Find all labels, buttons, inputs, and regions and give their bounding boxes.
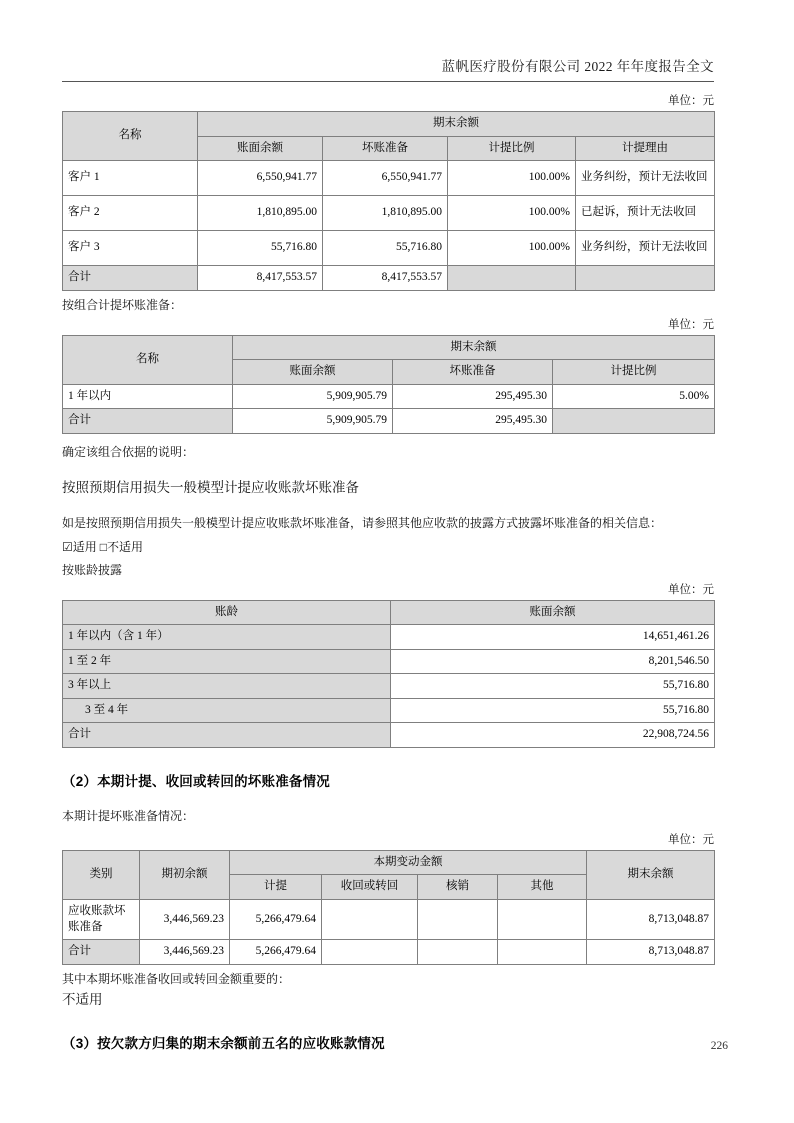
cell-aging: 3 年以上 — [63, 674, 391, 699]
table-header-row — [63, 850, 715, 875]
table-row — [63, 196, 715, 231]
cell-total-label: 合计 — [63, 409, 233, 434]
cell-total-recovered — [322, 940, 418, 965]
cell-book-balance: 55,716.80 — [198, 231, 323, 266]
table-row — [63, 698, 715, 723]
cell-reason: 业务纠纷，预计无法收回 — [576, 231, 715, 266]
cell-total-label: 合计 — [63, 266, 198, 291]
cell-total-label: 合计 — [63, 723, 391, 748]
section-3-heading: （3）按欠款方归集的期末余额前五名的应收账款情况 — [62, 1035, 385, 1051]
cell-name: 客户 3 — [63, 231, 198, 266]
cell-ratio: 100.00% — [448, 231, 576, 266]
cell-other — [498, 899, 587, 939]
cell-aging: 1 年以内（含 1 年） — [63, 625, 391, 650]
table-row — [63, 384, 715, 409]
cell-total-provision: 5,266,479.64 — [230, 940, 322, 965]
col-name: 名称 — [63, 335, 233, 384]
basis-label: 确定该组合依据的说明： — [62, 444, 195, 459]
col-end-balance: 期末余额 — [587, 850, 715, 899]
checkbox-applicable[interactable]: ☑适用 — [62, 539, 97, 554]
cell-book-balance: 1,810,895.00 — [198, 196, 323, 231]
cell-begin-balance: 3,446,569.23 — [140, 899, 230, 939]
cell-total-begin-balance: 3,446,569.23 — [140, 940, 230, 965]
col-ratio: 计提比例 — [553, 360, 715, 385]
col-category: 类别 — [63, 850, 140, 899]
report-title: 蓝帆医疗股份有限公司 2022 年年度报告全文 — [441, 59, 714, 74]
table-row — [63, 625, 715, 650]
col-other: 其他 — [498, 875, 587, 900]
table-total-row — [63, 409, 715, 434]
col-book-balance: 账面余额 — [391, 600, 715, 625]
col-recovered: 收回或转回 — [322, 875, 418, 900]
cell-end-balance: 8,713,048.87 — [587, 899, 715, 939]
cell-bad-debt: 55,716.80 — [323, 231, 448, 266]
cell-total-ratio — [448, 266, 576, 291]
cell-name: 1 年以内 — [63, 384, 233, 409]
cell-written-off — [418, 899, 498, 939]
table-row — [63, 231, 715, 266]
page-body — [62, 92, 714, 1069]
col-ratio: 计提比例 — [448, 136, 576, 161]
general-model-note: 如是按照预期信用损失一般模型计提应收账款坏账准备，请参照其他应收款的披露方式披露坏账准备的相关信息： — [62, 515, 663, 530]
unit-note-group: 单位：元 — [668, 318, 714, 331]
cell-recovered — [322, 899, 418, 939]
col-reason: 计提理由 — [576, 136, 715, 161]
unit-note-section2: 单位：元 — [668, 833, 714, 846]
cell-category: 应收账款坏账准备 — [63, 899, 140, 939]
col-bad-debt: 坏账准备 — [393, 360, 553, 385]
cell-total-written-off — [418, 940, 498, 965]
section-2-intro: 本期计提坏账准备情况： — [62, 808, 195, 823]
table-group-provision — [62, 335, 715, 434]
col-group-end-balance: 期末余额 — [233, 335, 715, 360]
col-provision: 计提 — [230, 875, 322, 900]
table-row — [63, 899, 715, 939]
table-aging — [62, 600, 715, 748]
cell-total-bad-debt: 295,495.30 — [393, 409, 553, 434]
col-written-off: 核销 — [418, 875, 498, 900]
cell-bad-debt: 295,495.30 — [393, 384, 553, 409]
cell-total-book-balance: 22,908,724.56 — [391, 723, 715, 748]
cell-book-balance: 8,201,546.50 — [391, 649, 715, 674]
table-total-row — [63, 940, 715, 965]
cell-ratio: 5.00% — [553, 384, 715, 409]
table-individual-provision — [62, 111, 715, 291]
table-total-row — [63, 266, 715, 291]
table-total-row — [63, 723, 715, 748]
cell-total-book-balance: 5,909,905.79 — [233, 409, 393, 434]
page-header — [62, 55, 714, 82]
section-2-note-value: 不适用 — [62, 991, 103, 1007]
cell-total-book-balance: 8,417,553.57 — [198, 266, 323, 291]
section-2-note-label: 其中本期坏账准备收回或转回金额重要的： — [62, 971, 291, 986]
table-header-row — [63, 335, 715, 360]
header-rule — [62, 81, 714, 82]
table-row — [63, 674, 715, 699]
cell-book-balance: 5,909,905.79 — [233, 384, 393, 409]
basis-lead-text: 按照预期信用损失一般模型计提应收账款坏账准备 — [62, 479, 359, 495]
cell-total-end-balance: 8,713,048.87 — [587, 940, 715, 965]
col-group-change-amount: 本期变动金额 — [230, 850, 587, 875]
table-provision-movement — [62, 850, 715, 965]
col-bad-debt: 坏账准备 — [323, 136, 448, 161]
col-name: 名称 — [63, 112, 198, 161]
cell-book-balance: 14,651,461.26 — [391, 625, 715, 650]
cell-total-reason — [576, 266, 715, 291]
group-provision-intro: 按组合计提坏账准备： — [62, 297, 183, 312]
section-2-heading: （2）本期计提、收回或转回的坏账准备情况 — [62, 773, 331, 789]
cell-name: 客户 2 — [63, 196, 198, 231]
table-header-row — [63, 600, 715, 625]
col-aging: 账龄 — [63, 600, 391, 625]
applicability-row — [62, 538, 714, 556]
cell-name: 客户 1 — [63, 161, 198, 196]
page-number: 226 — [710, 1040, 728, 1052]
cell-provision: 5,266,479.64 — [230, 899, 322, 939]
cell-total-ratio — [553, 409, 715, 434]
cell-book-balance: 6,550,941.77 — [198, 161, 323, 196]
cell-bad-debt: 1,810,895.00 — [323, 196, 448, 231]
cell-aging: 3 至 4 年 — [63, 698, 391, 723]
table-row — [63, 649, 715, 674]
unit-note-aging: 单位：元 — [668, 583, 714, 596]
aging-disclosure-label: 按账龄披露 — [62, 562, 123, 577]
cell-reason: 已起诉，预计无法收回 — [576, 196, 715, 231]
cell-ratio: 100.00% — [448, 196, 576, 231]
unit-note-individual: 单位：元 — [668, 95, 714, 107]
cell-reason: 业务纠纷，预计无法收回 — [576, 161, 715, 196]
col-group-end-balance: 期末余额 — [198, 112, 715, 137]
cell-bad-debt: 6,550,941.77 — [323, 161, 448, 196]
cell-book-balance: 55,716.80 — [391, 674, 715, 699]
col-begin-balance: 期初余额 — [140, 850, 230, 899]
table-row — [63, 161, 715, 196]
checkbox-not-applicable[interactable]: □不适用 — [99, 539, 144, 554]
table-header-row — [63, 112, 715, 137]
col-book-balance: 账面余额 — [198, 136, 323, 161]
col-book-balance: 账面余额 — [233, 360, 393, 385]
cell-total-other — [498, 940, 587, 965]
cell-book-balance: 55,716.80 — [391, 698, 715, 723]
cell-total-bad-debt: 8,417,553.57 — [323, 266, 448, 291]
cell-aging: 1 至 2 年 — [63, 649, 391, 674]
cell-total-label: 合计 — [63, 940, 140, 965]
cell-ratio: 100.00% — [448, 161, 576, 196]
